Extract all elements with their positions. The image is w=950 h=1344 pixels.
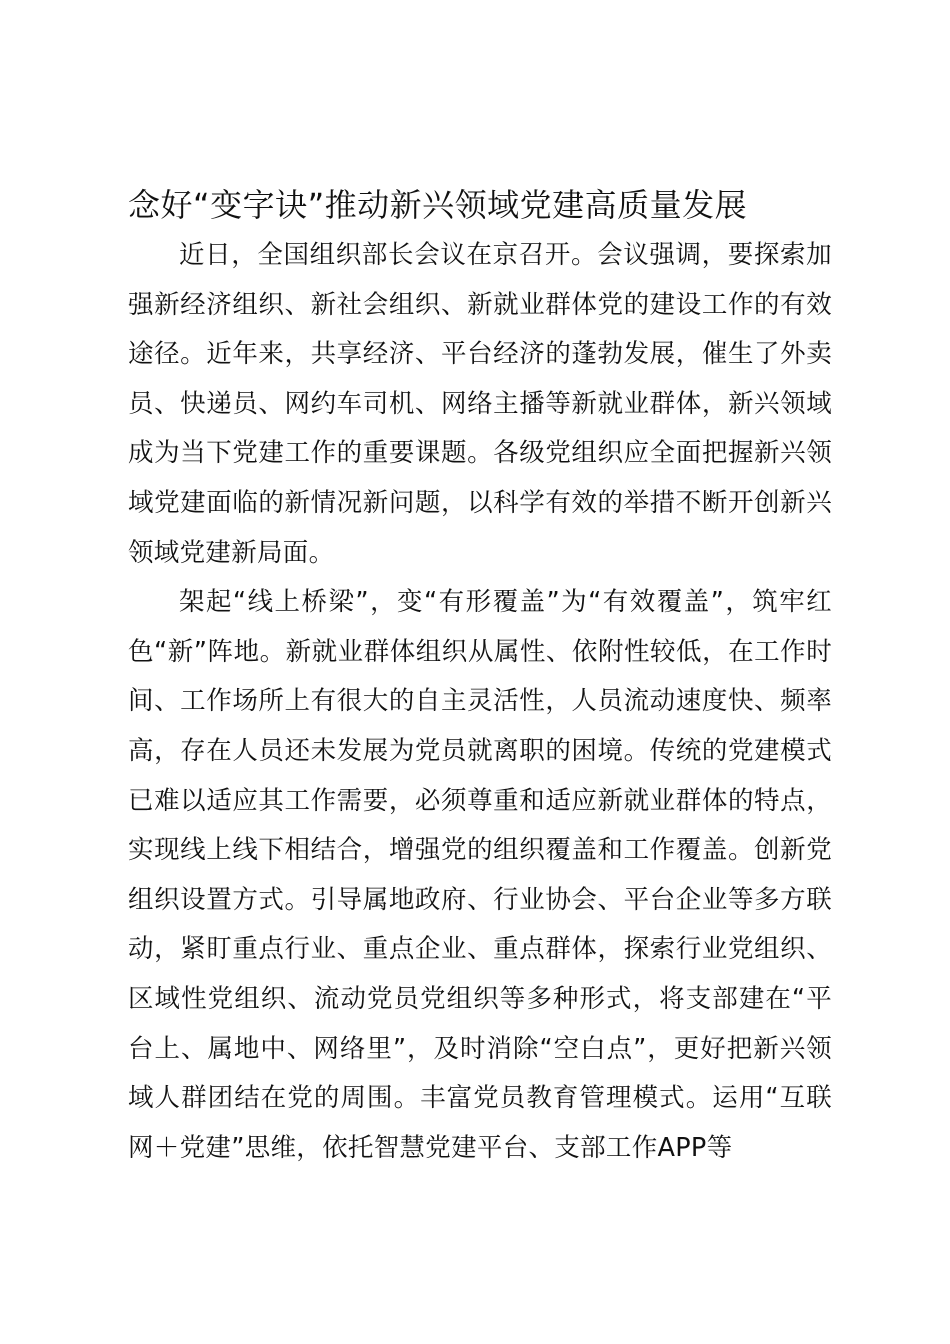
paragraph-2: 架起“线上桥梁”，变“有形覆盖”为“有效覆盖”，筑牢红色“新”阵地。新就业群体组织从属性、依附性较低，在工作时间、工作场所上有很大的自主灵活性，人员流动速度快、频率高，存在人员还未发展为党员就离职的困境。传统的党建模式已难以适应其工作需要，必须尊重和适应新就业群体的特点，实现线上线下相结合，增强党的组织覆盖和工作覆盖。创新党组织设置方式。引导属地政府、行业协会、平台企业等多方联动，紧盯重点行业、重点企业、重点群体，探索行业党组织、区域性党组织、流动党员党组织等多种形式，将支部建在“平台上、属地中、网络里”，及时消除“空白点”，更好把新兴领域人群团结在党的周围。丰富党员教育管理模式。运用“互联网＋党建”思维，依托智慧党建平台、支部工作APP等: [128, 587, 832, 1163]
paragraph-1: 近日，全国组织部长会议在京召开。会议强调，要探索加强新经济组织、新社会组织、新就业群体党的建设工作的有效途径。近年来，共享经济、平台经济的蓬勃发展，催生了外卖员、快递员、网约车司机、网络主播等新就业群体，新兴领域成为当下党建工作的重要课题。各级党组织应全面把握新兴领域党建面临的新情况新问题，以科学有效的举措不断开创新兴领域党建新局面。: [128, 240, 832, 568]
document-body: [128, 231, 832, 1173]
document-title: 念好“变字诀”推动新兴领域党建高质量发展: [128, 186, 748, 224]
